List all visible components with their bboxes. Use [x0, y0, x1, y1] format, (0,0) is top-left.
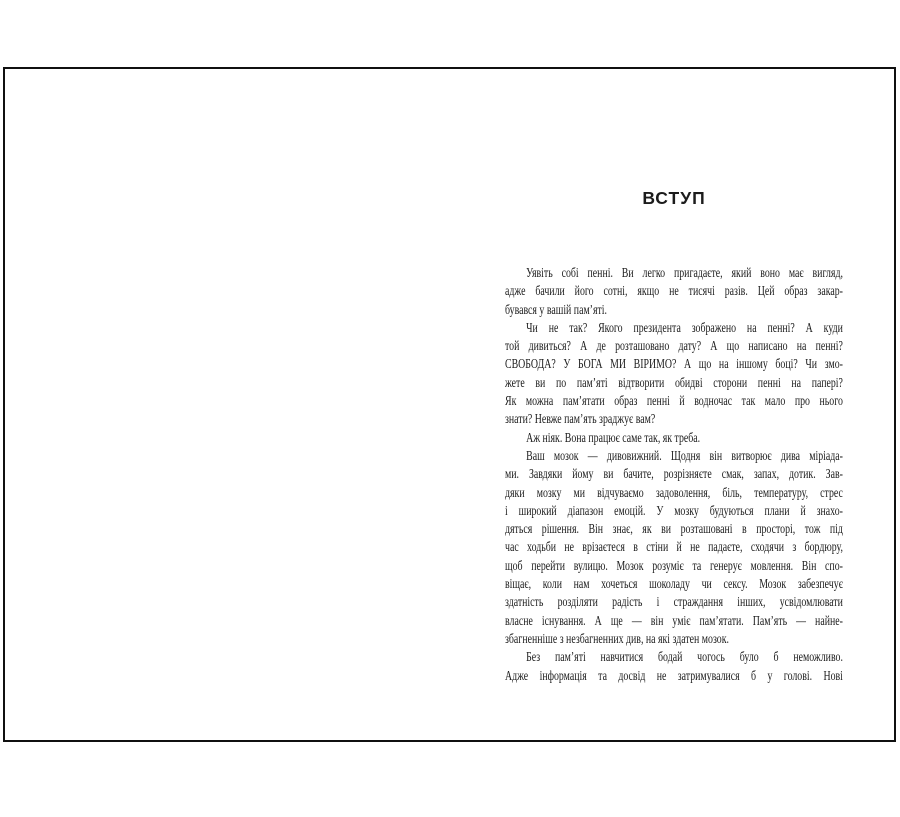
page-content	[505, 188, 843, 686]
text-line: знати? Невже пам’ять зраджує вам?	[505, 412, 656, 428]
text-line: Адже інформація та досвід не затримувалися б у голові. Нові	[505, 668, 843, 684]
page-text	[505, 265, 843, 686]
text-line: Уявіть собі пенні. Ви легко пригадаєте, який воно має вигляд,	[526, 266, 843, 281]
text-line: адже бачили його сотні, якщо не тисячі разів. Цей образ закар-	[505, 284, 843, 300]
chapter-title: ВСТУП	[642, 188, 706, 208]
text-line: ми. Завдяки йому ви бачите, розрізняєте смак, запах, дотик. Зав-	[505, 467, 843, 483]
text-line: Ваш мозок — дивовижний. Щодня він витворює дива міріада-	[526, 448, 843, 464]
text-line: Аж ніяк. Вона працює саме так, як треба.	[526, 430, 701, 446]
text-line: час ходьби не врізаєтеся в стіни й не падаєте, сходячи з бордюру,	[505, 540, 843, 556]
book-page	[3, 67, 896, 742]
text-line: збагненніше з незбагненних див, на які здатен мозок.	[505, 631, 729, 647]
text-line: віщає, коли нам хочеться шоколаду чи сексу. Мозок забезпечує	[505, 577, 843, 593]
text-line: власне існування. А ще — він уміє пам’ятати. Пам’ять — найне-	[505, 613, 843, 629]
text-line: жете ви по пам’яті відтворити обидві сторони пенні на папері?	[505, 375, 843, 391]
text-line: Чи не так? Якого президента зображено на пенні? А куди	[526, 320, 843, 336]
text-line: і широкий діапазон емоцій. У мозку будуються плани й знахо-	[505, 503, 843, 519]
text-line: Без пам’яті навчитися бодай чогось було б неможливо.	[526, 650, 843, 666]
text-line: щоб перейти вулицю. Мозок розуміє та генерує мовлення. Він спо-	[505, 558, 843, 574]
text-line: той дивиться? А де розташовано дату? А що написано на пенні?	[505, 339, 843, 355]
text-line: СВОБОДА? У БОГА МИ ВІРИМО? А що на іншому боці? Чи змо-	[505, 357, 843, 373]
text-line: бувався у вашій пам’яті.	[505, 302, 608, 318]
text-line: дяки мозку ми відчуваємо задоволення, біль, температуру, стрес	[505, 485, 843, 501]
text-line: Як можна пам’ятати образ пенні й водночас так мало про нього	[505, 394, 843, 410]
text-line: дяться рішення. Він знає, як ви розташовані в просторі, тож під	[505, 522, 843, 538]
text-line: здатність розділяти радість і страждання інших, усвідомлювати	[505, 595, 843, 611]
